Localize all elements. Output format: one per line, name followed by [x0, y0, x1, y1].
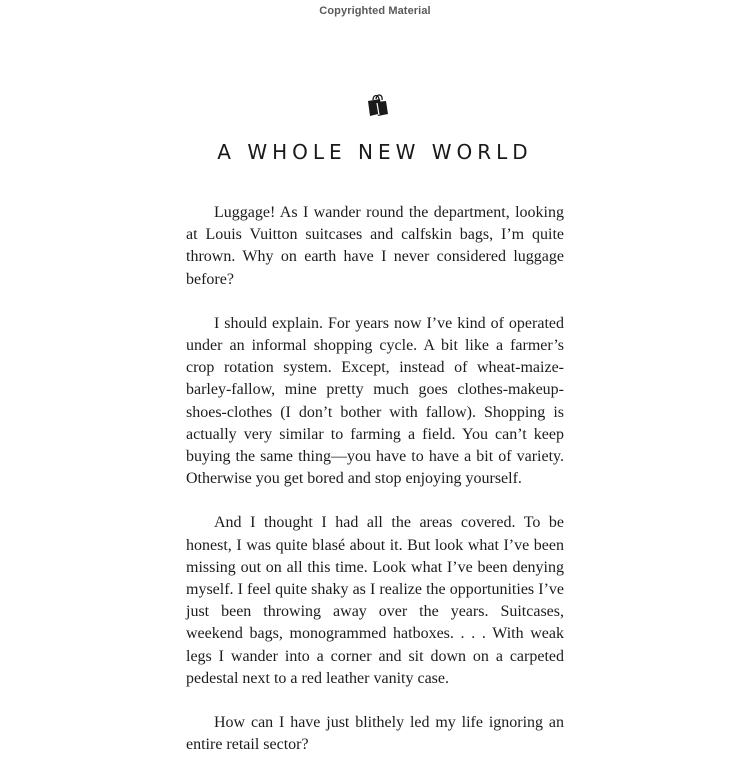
paragraph: I should explain. For years now I’ve kind of operated under an informal shopping cycle. A bit like a farmer’s crop rotation system. Except, instead of wheat-maize-barley-fallow, mine pretty much goes clothes-makeup-shoes-clothes (I don’t bother with fallow). Shopping is actually very similar to farming a field. You can’t keep buying the same thing—you have to have a bit of variety. Otherwise you get bored and stop enjoying yourself. [186, 314, 564, 488]
chapter-body [186, 202, 564, 778]
chapter-title: A WHOLE NEW WORLD [217, 140, 533, 164]
paragraph: And I thought I had all the areas covered. To be honest, I was quite blasé about it. But look what I’ve been missing out on all this time. Look what I’ve been denying myself. I feel quite shaky as I realize the opportunities I’ve just been throwing away over the years. Suitcases, weekend bags, monogrammed hatboxes. . . . With weak legs I wander into a corner and sit down on a carpeted pedestal next to a red leather vanity case. [186, 514, 564, 687]
paragraph: How can I have just blithely led my life ignoring an entire retail sector? [186, 714, 564, 754]
copyright-header: Copyrighted Material [319, 5, 431, 17]
shopping-bags-icon [362, 92, 390, 118]
paragraph: Luggage! As I wander round the department, looking at Louis Vuitton suitcases and calfskin bags, I’m quite thrown. Why on earth have I never considered luggage before? [186, 204, 564, 288]
